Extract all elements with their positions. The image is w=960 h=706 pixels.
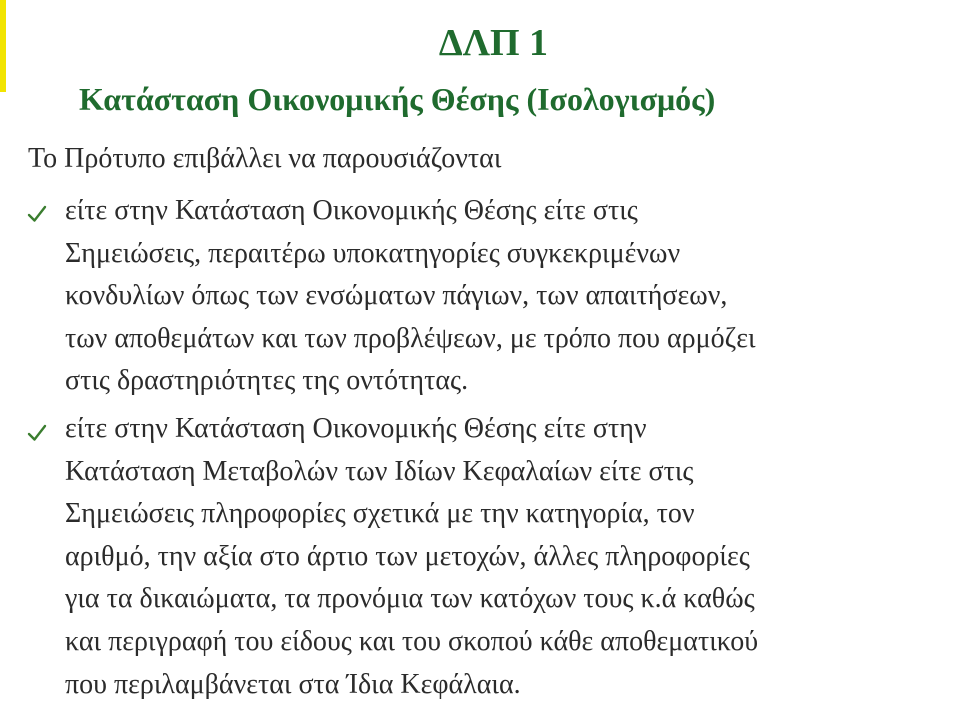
checkmark-icon	[26, 422, 48, 444]
bullet-line: Κατάσταση Μεταβολών των Ιδίων Κεφαλαίων είτε στις	[65, 455, 694, 487]
bullet-line: στις δραστηριότητες της οντότητας.	[65, 365, 469, 397]
bullet-line: κονδυλίων όπως των ενσώματων πάγιων, των απαιτήσεων,	[65, 280, 728, 312]
bullet-line: Σημειώσεις πληροφορίες σχετικά με την κατηγορία, τον	[65, 498, 695, 530]
bullet-line: για τα δικαιώματα, τα προνόμια των κατόχων τους κ.ά καθώς	[65, 583, 755, 615]
intro-text: Το Πρότυπο επιβάλλει να παρουσιάζονται	[28, 143, 502, 174]
bullet-line: των αποθεμάτων και των προβλέψεων, με τρόπο που αρμόζει	[65, 322, 756, 354]
slide-subtitle: Κατάσταση Οικονομικής Θέσης (Ισολογισμός)	[79, 81, 716, 117]
bullet-line: που περιλαμβάνεται στα Ίδια Κεφάλαια.	[65, 668, 521, 700]
slide-title: ΔΛΠ 1	[438, 22, 548, 64]
bullet-line: και περιγραφή του είδους και του σκοπού κάθε αποθεματικού	[65, 625, 759, 657]
checkmark-icon	[26, 203, 48, 225]
bullet-item	[65, 408, 945, 706]
bullet-line: Σημειώσεις, περαιτέρω υποκατηγορίες συγκεκριμένων	[65, 237, 681, 269]
bullet-line: είτε στην Κατάσταση Οικονομικής Θέσης είτε στις	[65, 195, 638, 226]
bullet-line: είτε στην Κατάσταση Οικονομικής Θέσης είτε στην	[65, 413, 647, 444]
bullet-item	[65, 190, 945, 403]
bullet-line: αριθμό, την αξία στο άρτιο των μετοχών, άλλες πληροφορίες	[65, 540, 750, 572]
